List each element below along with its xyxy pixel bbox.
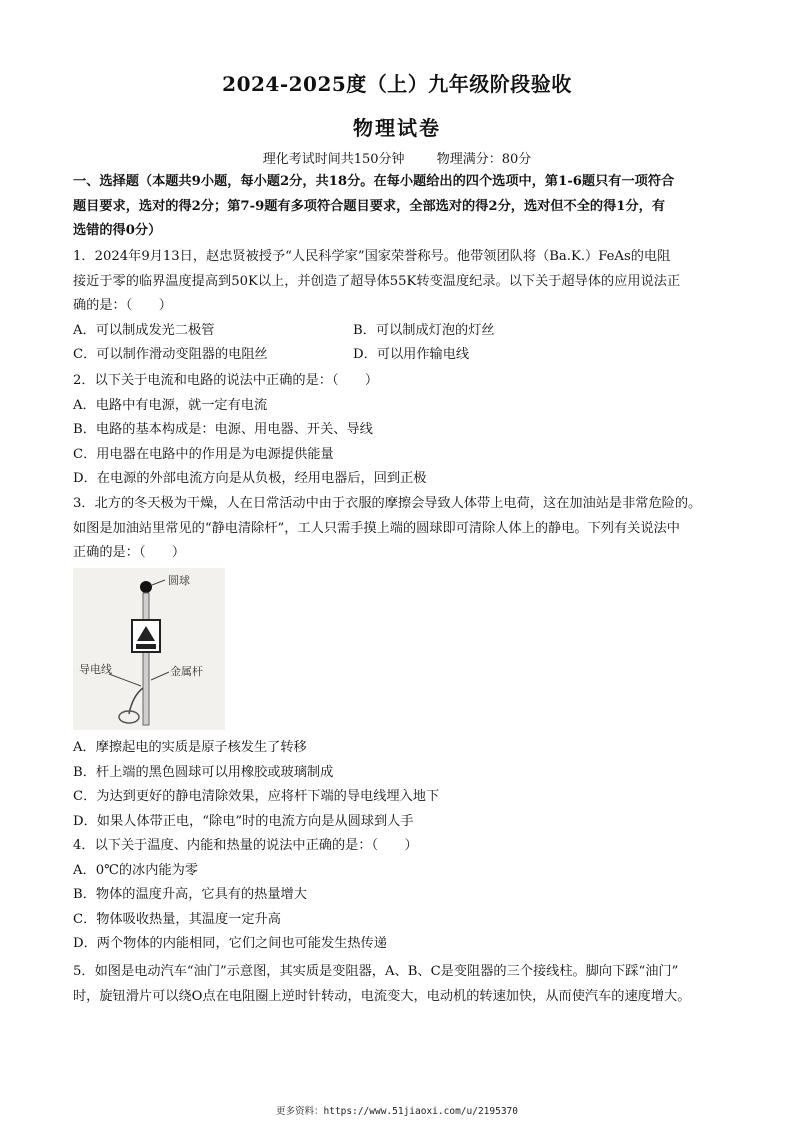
option-d: D．两个物体的内能相同，它们之间也可能发生热传递 — [73, 936, 387, 951]
label-ball: 圆球 — [168, 574, 190, 587]
question-2 — [73, 369, 725, 492]
option-a: A．摩擦起电的实质是原子核发生了转移 — [73, 740, 307, 755]
question-stem-line: 时，旋钮滑片可以绕O点在电阻圈上逆时针转动，电流变大，电动机的转速加快，从而使汽车的速度增大。 — [73, 988, 691, 1004]
exam-score: 物理满分：80分 — [436, 152, 532, 167]
option-d: D．在电源的外部电流方向是从负极，经用电器后，回到正极 — [73, 471, 427, 486]
static-rod-diagram — [73, 568, 225, 730]
footer-link[interactable]: 更多资料：https://www.51jiaoxi.com/u/2195370 — [276, 1106, 518, 1117]
exam-time: 理化考试时间共150分钟 — [262, 152, 405, 167]
question-stem-line: 接近于零的临界温度提高到50K以上，并创造了超导体55K转变温度纪录。以下关于超导体的应用说法正 — [73, 273, 681, 289]
option-b: B．电路的基本构成是：电源、用电器、开关、导线 — [73, 422, 373, 437]
section-line: 一、选择题（本题共9小题，每小题2分，共18分。在每小题给出的四个选项中，第1-6题只有一项符合 — [73, 174, 675, 189]
section-line: 题目要求，选对的得2分；第7-9题有多项符合题目要求，全部选对的得2分，选对但不全的得1分，有 — [73, 198, 666, 214]
question-stem-line: 1．2024年9月13日，赵忠贤被授予“人民科学家”国家荣誉称号。他带领团队将（Ba.K.）FeAs的电阻 — [73, 249, 671, 264]
question-stem-line: 确的是：（ ） — [73, 298, 172, 313]
question-5 — [73, 960, 725, 1009]
question-stem-line: 3．北方的冬天极为干燥，人在日常活动中由于衣服的摩擦会导致人体带上电荷，这在加油站是非常危险的。 — [73, 496, 702, 511]
metal-rod-shape — [143, 593, 149, 725]
exam-title: 2024-2025度（上）九年级阶段验收 — [222, 72, 572, 96]
question-1 — [73, 245, 725, 368]
question-stem-line: 正确的是：（ ） — [73, 545, 186, 560]
exam-subtitle: 物理试卷 — [353, 116, 441, 140]
option-row — [73, 319, 725, 344]
question-4 — [73, 834, 725, 957]
option-b: B．可以制成灯泡的灯丝 — [353, 322, 495, 338]
option-b: B．物体的温度升高，它具有的热量增大 — [73, 887, 307, 902]
static-rod-figure — [73, 568, 225, 730]
option-a: A．0℃的冰内能为零 — [73, 862, 198, 878]
option-c: C．为达到更好的静电清除效果，应将杆下端的导电线埋入地下 — [73, 789, 440, 804]
question-stem-line: 5．如图是电动汽车“油门”示意图，其实质是变阻器，A、B、C是变阻器的三个接线柱。脚向下踩“油门” — [73, 964, 679, 979]
option-c: C．用电器在电路中的作用是为电源提供能量 — [73, 446, 334, 462]
section-line: 选错的得0分） — [73, 223, 162, 238]
option-d: D．可以用作输电线 — [353, 347, 470, 362]
question-3 — [73, 492, 725, 566]
section-instructions — [73, 170, 725, 244]
option-a: A．电路中有电源，就一定有电流 — [73, 397, 268, 413]
option-c: C．物体吸收热量，其温度一定升高 — [73, 911, 281, 927]
exam-info — [0, 148, 794, 167]
label-rod: 金属杆 — [170, 665, 203, 678]
question-stem: 4．以下关于温度、内能和热量的说法中正确的是：（ ） — [73, 838, 418, 853]
option-d: D．如果人体带正电，“除电”时的电流方向是从圆球到人手 — [73, 813, 414, 829]
question-stem-line: 如图是加油站里常见的“静电清除杆”，工人只需手摸上端的圆球即可清除人体上的静电。下列有关说法中 — [73, 520, 680, 536]
label-wire: 导电线 — [79, 663, 112, 676]
option-b: B．杆上端的黑色圆球可以用橡胶或玻璃制成 — [73, 764, 334, 780]
question-3-options — [73, 736, 725, 834]
ball-shape — [140, 581, 152, 593]
question-stem: 2．以下关于电流和电路的说法中正确的是：（ ） — [73, 373, 379, 388]
option-c: C．可以制作滑动变阻器的电阻丝 — [73, 347, 268, 362]
option-row — [73, 343, 725, 368]
option-a: A．可以制成发光二极管 — [73, 322, 215, 338]
